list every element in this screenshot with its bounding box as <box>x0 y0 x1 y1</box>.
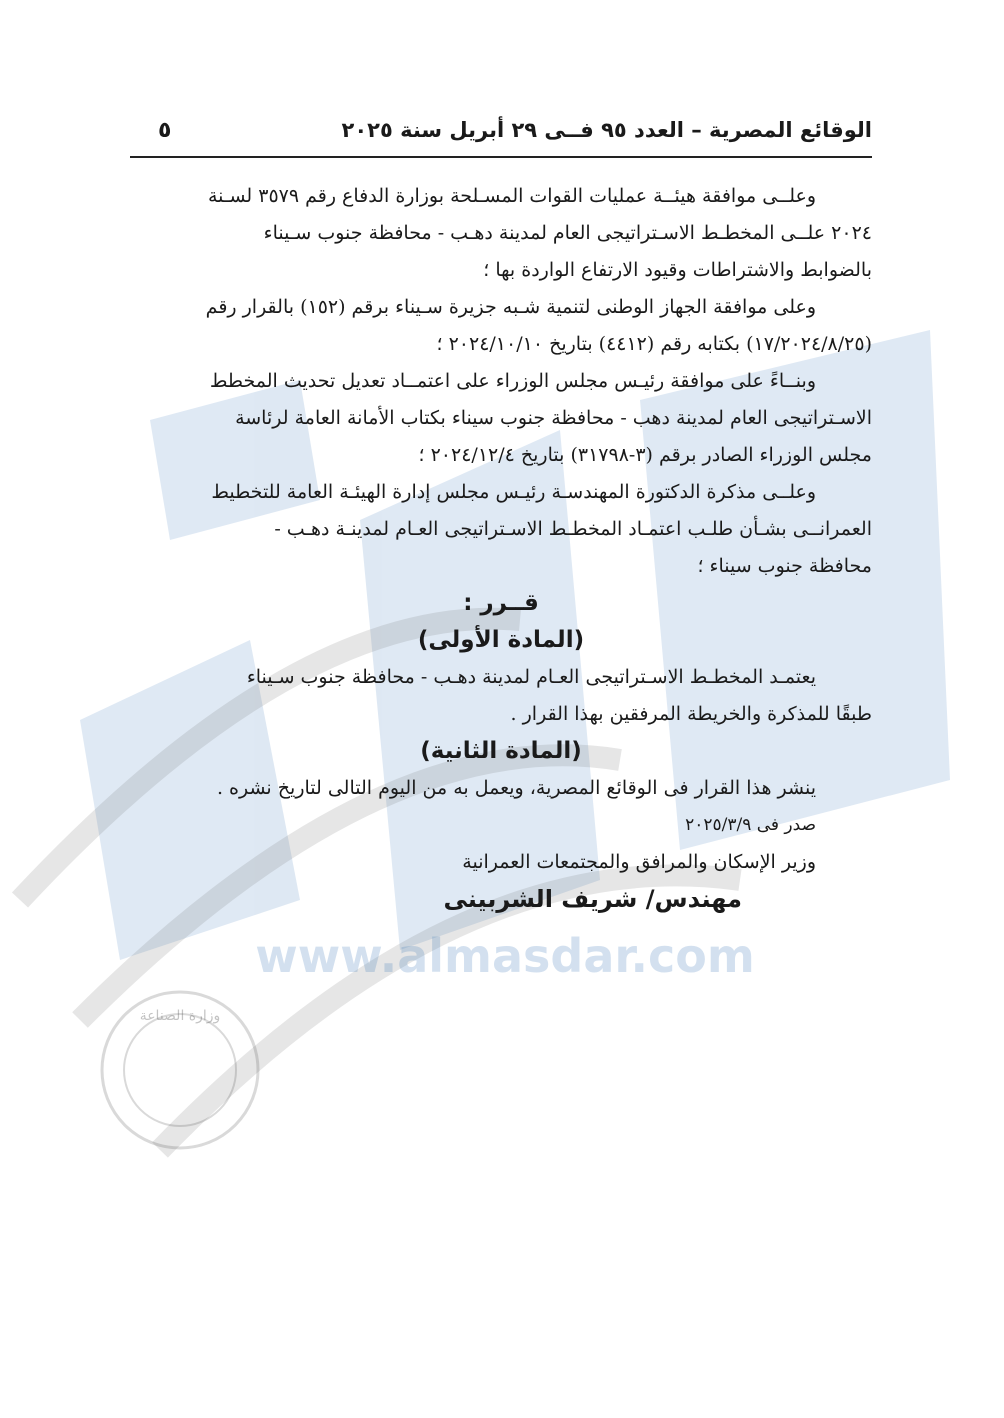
paragraph-planning-memo <box>130 474 872 585</box>
text-line: ٢٠٢٤ علــى المخطـط الاسـتراتيجى العام لمدينة دهـب - محافظة جنوب سـيناء <box>263 222 872 244</box>
article-2-heading: (المادة الثانية) <box>420 738 582 764</box>
text-line: يعتمـد المخطـط الاسـتراتيجى العـام لمدينة دهـب - محافظة جنوب سـيناء <box>246 666 816 688</box>
watermark-site-text: www.almasdar.com <box>255 929 755 983</box>
text-line: مجلس الوزراء الصادر برقم (٣-٣١٧٩٨) بتاريخ ٢٠٢٤/١٢/٤ ؛ <box>418 444 872 466</box>
watermark-seal-text: وزارة الصناعة <box>139 1008 221 1024</box>
text-line: بالضوابط والاشتراطات وقيود الارتفاع الواردة بها ؛ <box>483 259 872 281</box>
gazette-title: الوقائع المصرية – العدد ٩٥ فــى ٢٩ أبريل سنة ٢٠٢٥ <box>341 118 872 142</box>
header-divider <box>130 156 872 158</box>
paragraph-armed-forces <box>130 178 872 289</box>
text-line: محافظة جنوب سيناء ؛ <box>697 555 872 577</box>
decision-heading: قــرر : <box>463 590 539 616</box>
text-line: العمرانــى بشـأن طلـب اعتمـاد المخطـط الاسـتراتيجى العـام لمدينـة دهـب - <box>274 518 872 540</box>
text-line: الاسـتراتيجى العام لمدينة دهب - محافظة جنوب سيناء بكتاب الأمانة العامة لرئاسة <box>235 407 872 429</box>
paragraph-prime-minister <box>130 363 872 474</box>
page-number: ٥ <box>158 117 172 143</box>
minister-title: وزير الإسكان والمرافق والمجتمعات العمرانية <box>462 851 816 873</box>
article-1-heading: (المادة الأولى) <box>417 627 585 653</box>
text-line: وعلــى مذكرة الدكتورة المهندسـة رئيـس مجلس إدارة الهيئـة العامة للتخطيط <box>211 481 816 503</box>
text-line: ينشر هذا القرار فى الوقائع المصرية، ويعمل به من اليوم التالى لتاريخ نشره . <box>216 777 816 799</box>
paragraph-sinai-agency <box>130 289 872 363</box>
document-body <box>130 178 872 918</box>
text-line: وعلى موافقة الجهاز الوطنى لتنمية شـبه جزيرة سـيناء برقم (١٥٢) بالقرار رقم <box>205 296 816 318</box>
article-2-text <box>130 770 872 807</box>
text-line: وبنــاءً على موافقة رئيـس مجلس الوزراء على اعتمــاد تعديل تحديث المخطط <box>209 370 816 392</box>
minister-name: مهندس/ شريف الشربينى <box>443 885 742 913</box>
text-line: طبقًا للمذكرة والخريطة المرفقين بهذا القرار . <box>510 703 872 725</box>
text-line: وعلــى موافقة هيئــة عمليات القوات المسـلحة بوزارة الدفاع رقم ٣٥٧٩ لسـنة <box>207 185 816 207</box>
issued-date: صدر فى ٢٠٢٥/٣/٩ <box>685 815 816 835</box>
article-1-text <box>130 659 872 733</box>
page-header <box>130 108 872 152</box>
text-line: (١٧/٢٠٢٤/٨/٢٥) بكتابه رقم (٤٤١٢) بتاريخ ٢٠٢٤/١٠/١٠ ؛ <box>436 333 872 355</box>
